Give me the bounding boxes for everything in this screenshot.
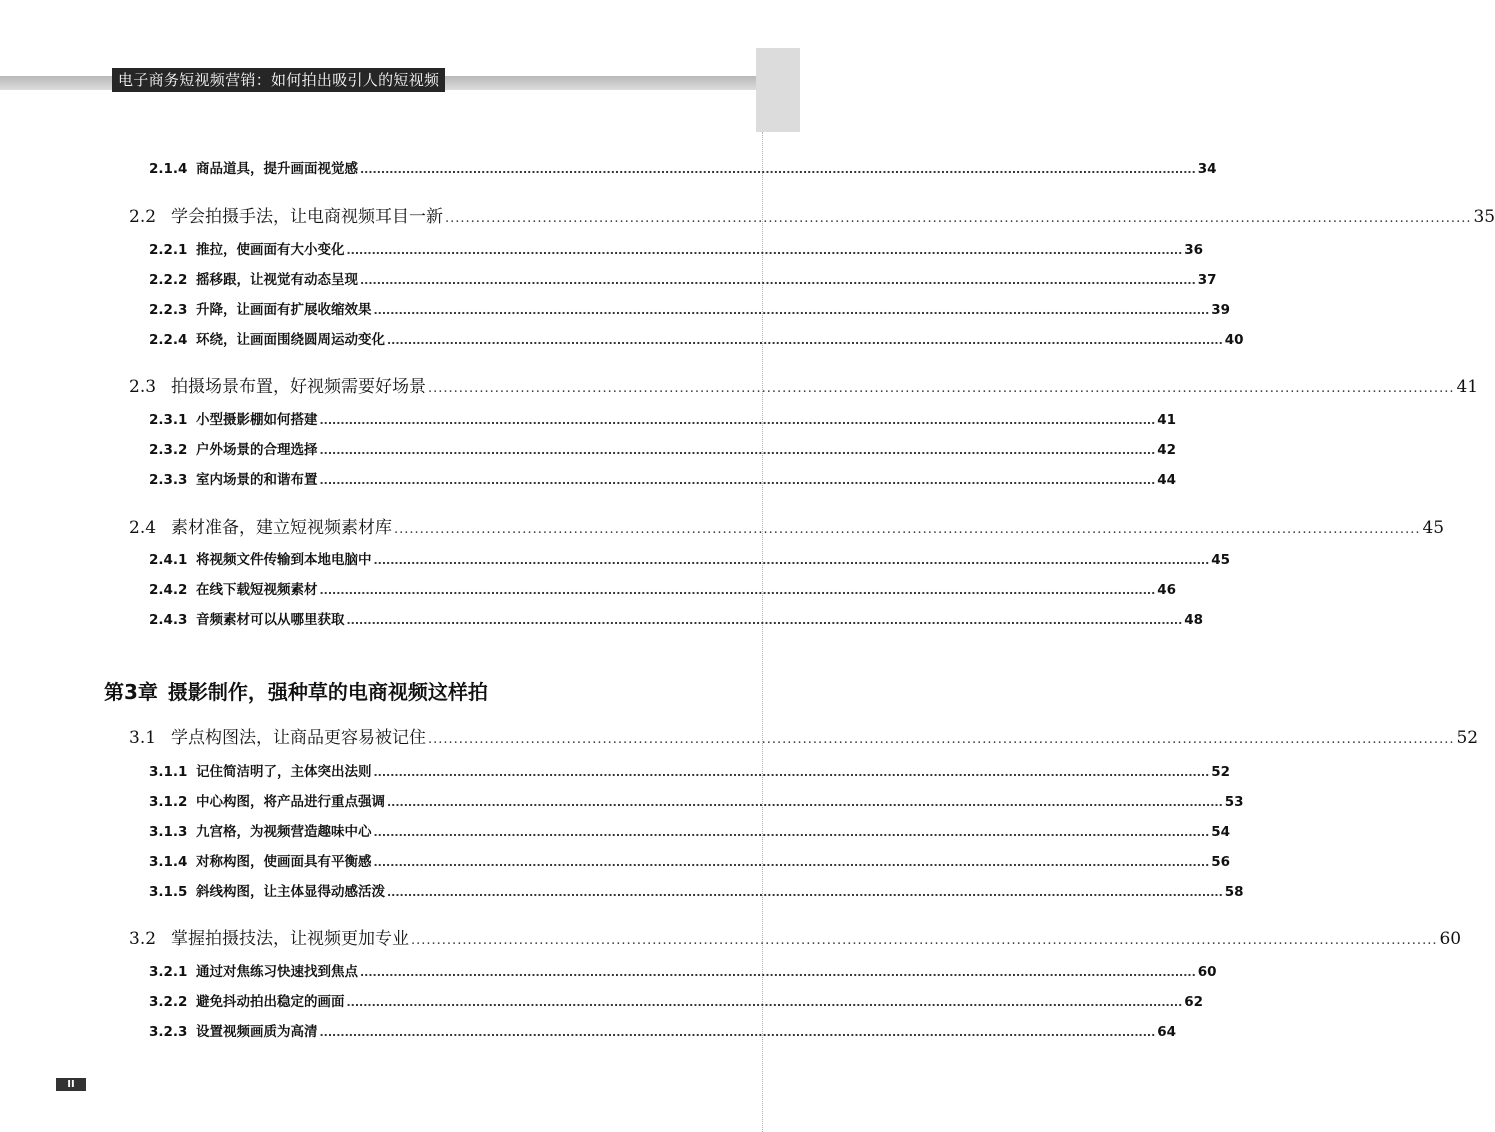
toc-entry-number: 3.1.3 [149,824,188,840]
toc-page-number: 52 [1456,728,1479,748]
toc-page-number: 54 [1211,824,1231,840]
toc-dot-leader: ........................................................................................................................................................................................................ [373,766,1210,779]
toc-dot-leader: ........................................................................................................................................................................................................ [373,304,1210,317]
toc-dot-leader: ........................................................................................................................................................................................................ [387,334,1223,347]
toc-page-number: 44 [1157,472,1177,488]
toc-entry-number: 2.2.4 [149,332,188,348]
toc-section-entry [0,723,1479,748]
toc-entry-label [149,850,372,870]
toc-page-number: 41 [1456,377,1479,397]
toc-dot-leader: ........................................................................................................................................................................................................ [360,163,1196,176]
toc-dot-leader: ........................................................................................................................................................................................................ [387,796,1223,809]
toc-entry-number: 2.3.2 [149,442,188,458]
toc-entry-number: 3.2.3 [149,1024,188,1040]
toc-entry-title: 设置视频画质为高清 [196,1024,318,1040]
toc-entry-label [149,880,385,900]
toc-entry-number: 3.1.1 [149,764,188,780]
toc-page-number: 53 [1224,794,1244,810]
toc-entry-number: 3.1.5 [149,884,188,900]
toc-subsection-entry [0,328,1244,348]
toc-entry-number: 3.1 [129,728,157,748]
toc-dot-leader: ........................................................................................................................................................................................................ [319,444,1156,457]
toc-page-number: 39 [1211,302,1231,318]
toc-section-entry [0,513,1445,538]
toc-subsection-entry [0,438,1177,458]
toc-entry-label [149,298,372,318]
toc-entry-title: 通过对焦练习快速找到焦点 [196,964,358,980]
toc-entry-title: 在线下载短视频素材 [196,582,318,598]
toc-entry-number: 2.2 [129,207,157,227]
toc-entry-number: 2.1.4 [149,161,188,177]
toc-dot-leader: ........................................................................................................................................................................................................ [360,274,1196,287]
toc-dot-leader: ........................................................................................................................................................................................................ [373,826,1210,839]
toc-subsection-entry [0,408,1177,428]
toc-dot-leader: ........................................................................................................................................................................................................ [411,933,1438,948]
toc-entry-label [149,438,318,458]
toc-entry-title: 推拉，使画面有大小变化 [196,242,345,258]
toc-entry-label [149,960,358,980]
toc-entry-label [149,268,358,288]
toc-entry-number: 2.3.3 [149,472,188,488]
toc-entry-title: 拍摄场景布置，好视频需要好场景 [171,377,426,397]
toc-entry-label [149,990,345,1010]
toc-entry-number: 3.2 [129,929,157,949]
toc-entry-number: 3.2.1 [149,964,188,980]
toc-entry-label [149,578,318,598]
toc-page-number: 52 [1211,764,1231,780]
toc-page-number: 41 [1157,412,1177,428]
toc-page-number: 60 [1197,964,1217,980]
toc-subsection-entry [0,960,1217,980]
toc-subsection-entry [0,298,1231,318]
toc-page-number: 64 [1157,1024,1177,1040]
toc-entry-label [149,328,385,348]
toc-entry-label [129,513,392,538]
toc-section-entry [0,202,1495,227]
toc-entry-label [149,608,345,628]
toc-entry-number: 2.3 [129,377,157,397]
toc-subsection-entry [0,820,1231,840]
toc-entry-label [129,924,409,949]
toc-entry-label [129,723,426,748]
toc-subsection-entry [0,578,1177,598]
toc-section-entry [0,924,1462,949]
toc-entry-number: 2.4 [129,518,157,538]
toc-page-number: 45 [1211,552,1231,568]
toc-entry-number: 2.2.3 [149,302,188,318]
toc-entry-number: 2.4.3 [149,612,188,628]
toc-page-number: 45 [1422,518,1445,538]
toc-subsection-entry [0,850,1231,870]
toc-dot-leader: ........................................................................................................................................................................................................ [319,474,1156,487]
toc-entry-title: 小型摄影棚如何搭建 [196,412,318,428]
toc-entry-title: 商品道具，提升画面视觉感 [196,161,358,177]
toc-entry-title: 升降，让画面有扩展收缩效果 [196,302,372,318]
toc-entry-title: 学会拍摄手法，让电商视频耳目一新 [171,207,443,227]
toc-page-number: 34 [1197,161,1217,177]
toc-page-number: 48 [1184,612,1204,628]
toc-entry-label [149,408,318,428]
toc-entry-label [149,468,318,488]
toc-entry-title: 学点构图法，让商品更容易被记住 [171,728,426,748]
toc-entry-title: 记住简洁明了，主体突出法则 [196,764,372,780]
toc-entry-title: 掌握拍摄技法，让视频更加专业 [171,929,409,949]
chapter-title: 摄影制作，强种草的电商视频这样拍 [167,680,488,704]
toc-entry-label [149,1020,318,1040]
toc-entry-label [149,820,372,840]
toc-page-number: 46 [1157,582,1177,598]
toc-entry-label [149,760,372,780]
toc-entry-number: 2.4.1 [149,552,188,568]
toc-entry-title: 环绕，让画面围绕圆周运动变化 [196,332,385,348]
toc-subsection-entry [0,157,1217,177]
toc-dot-leader: ........................................................................................................................................................................................................ [428,381,1455,396]
toc-page-number: 58 [1224,884,1244,900]
toc-entry-title: 摇移跟，让视觉有动态呈现 [196,272,358,288]
toc-entry-title: 九宫格，为视频营造趣味中心 [196,824,372,840]
toc-entry-number: 3.2.2 [149,994,188,1010]
toc-entry-label [129,372,426,397]
toc-subsection-entry [0,880,1244,900]
toc-subsection-entry [0,608,1204,628]
toc-page-number: 62 [1184,994,1204,1010]
toc-dot-leader: ........................................................................................................................................................................................................ [319,414,1156,427]
toc-entry-number: 3.1.4 [149,854,188,870]
toc-dot-leader: ........................................................................................................................................................................................................ [373,554,1210,567]
corner-block [756,48,800,132]
toc-entry-title: 中心构图，将产品进行重点强调 [196,794,385,810]
toc-entry-number: 3.1.2 [149,794,188,810]
toc-entry-label [129,202,443,227]
toc-entry-number: 2.2.2 [149,272,188,288]
toc-subsection-entry [0,548,1231,568]
toc-subsection-entry [0,790,1244,810]
toc-entry-number: 2.4.2 [149,582,188,598]
toc-entry-title: 室内场景的和谐布置 [196,472,318,488]
toc-entry-number: 2.2.1 [149,242,188,258]
toc-subsection-entry [0,268,1217,288]
toc-entry-number: 2.3.1 [149,412,188,428]
toc-entry-title: 户外场景的合理选择 [196,442,318,458]
toc-entry-title: 素材准备，建立短视频素材库 [171,518,392,538]
toc-page-number: 40 [1224,332,1244,348]
toc-subsection-entry [0,238,1204,258]
toc-page-number: 42 [1157,442,1177,458]
toc-entry-label [149,157,358,177]
toc-page-number: 35 [1473,207,1495,227]
toc-subsection-entry [0,990,1204,1010]
toc-entry-label [149,238,345,258]
toc-subsection-entry [0,1020,1177,1040]
toc-dot-leader: ........................................................................................................................................................................................................ [387,886,1223,899]
toc-entry-title: 音频素材可以从哪里获取 [196,612,345,628]
toc-dot-leader: ........................................................................................................................................................................................................ [346,614,1183,627]
toc-entry-title: 避免抖动拍出稳定的画面 [196,994,345,1010]
toc-dot-leader: ........................................................................................................................................................................................................ [319,584,1156,597]
toc-dot-leader: ........................................................................................................................................................................................................ [394,522,1421,537]
running-header-title: 电子商务短视频营销：如何拍出吸引人的短视频 [112,68,445,92]
toc-page-number: 56 [1211,854,1231,870]
toc-subsection-entry [0,760,1231,780]
toc-page-number: 37 [1197,272,1217,288]
toc-page-number: 36 [1184,242,1204,258]
toc-entry-title: 将视频文件传输到本地电脑中 [196,552,372,568]
toc-entry-title: 斜线构图，让主体显得动感活泼 [196,884,385,900]
chapter-number: 第3章 [104,680,158,704]
toc-page-number: 60 [1439,929,1462,949]
toc-dot-leader: ........................................................................................................................................................................................................ [373,856,1210,869]
toc-dot-leader: ........................................................................................................................................................................................................ [445,211,1472,226]
toc-dot-leader: ........................................................................................................................................................................................................ [346,244,1183,257]
toc-entry-title: 对称构图，使画面具有平衡感 [196,854,372,870]
page-number-marker: II [56,1078,86,1091]
toc-section-entry [0,372,1479,397]
toc-subsection-entry [0,468,1177,488]
toc-dot-leader: ........................................................................................................................................................................................................ [346,996,1183,1009]
toc-entry-label [149,548,372,568]
toc-dot-leader: ........................................................................................................................................................................................................ [428,732,1455,747]
chapter-heading [104,676,488,705]
toc-dot-leader: ........................................................................................................................................................................................................ [360,966,1196,979]
toc-entry-label [149,790,385,810]
toc-dot-leader: ........................................................................................................................................................................................................ [319,1026,1156,1039]
